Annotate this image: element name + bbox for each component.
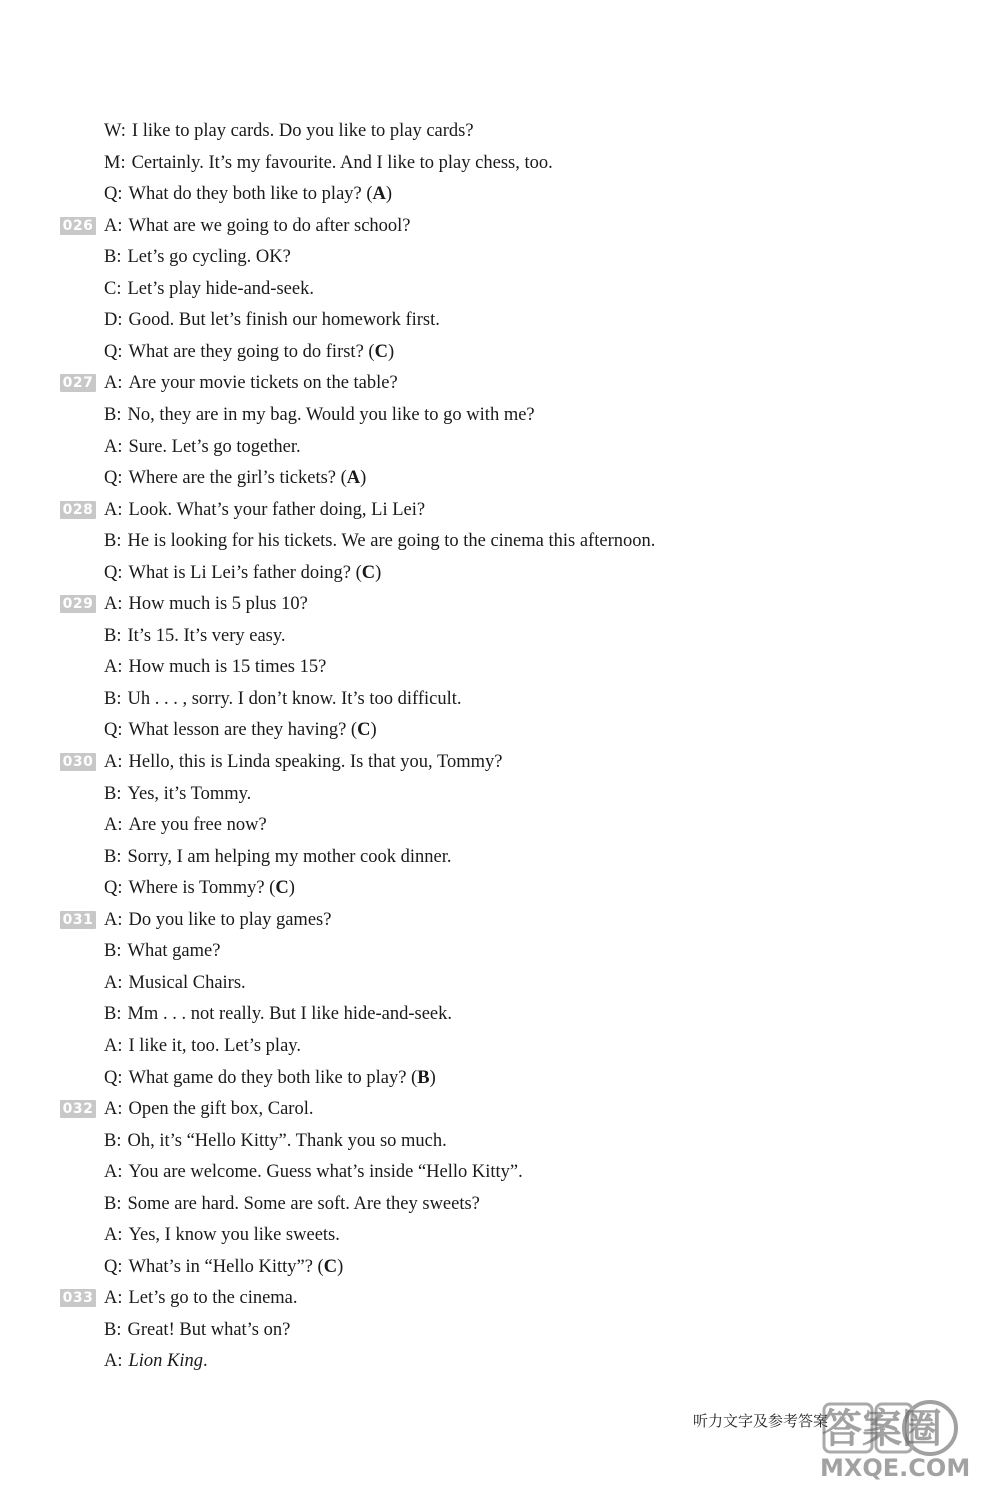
speaker-label: A:	[104, 752, 123, 772]
dialogue-line	[104, 1189, 480, 1219]
line-text: Open the gift box, Carol.	[128, 1099, 314, 1119]
speaker-label: B:	[104, 1131, 122, 1151]
speaker-label: B:	[104, 1004, 122, 1024]
line-text: Mm . . . not really. But I like hide-and-seek.	[127, 1004, 453, 1024]
answer-close-paren: )	[387, 342, 395, 362]
dialogue-line	[104, 274, 314, 304]
speaker-label: B:	[104, 531, 122, 551]
question-number-badge: 033	[60, 1289, 96, 1307]
dialogue-line	[104, 526, 655, 556]
answer-letter: A	[372, 184, 386, 204]
line-text: Certainly. It’s my favourite. And I like to play chess, too.	[131, 153, 553, 173]
line-text: Where are the girl’s tickets? (	[128, 468, 347, 488]
line-text: Yes, it’s Tommy.	[127, 784, 252, 804]
answer-close-paren: )	[385, 184, 393, 204]
speaker-label: A:	[104, 1099, 123, 1119]
line-text: You are welcome. Guess what’s inside “Hello Kitty”.	[128, 1162, 523, 1182]
line-text: Are you free now?	[128, 815, 267, 835]
line-text: What is Li Lei’s father doing? (	[128, 563, 362, 583]
speaker-label: A:	[104, 594, 123, 614]
speaker-label: Q:	[104, 563, 123, 583]
speaker-label: Q:	[104, 1257, 123, 1277]
speaker-label: W:	[104, 121, 126, 141]
speaker-label: A:	[104, 373, 123, 393]
line-tail: .	[203, 1351, 208, 1371]
dialogue-line	[104, 1157, 523, 1187]
question-number-badge: 028	[60, 501, 96, 519]
dialogue-line	[104, 968, 246, 998]
speaker-label: B:	[104, 1194, 122, 1214]
answer-letter: C	[361, 563, 376, 583]
speaker-label: B:	[104, 941, 122, 961]
line-text: Where is Tommy? (	[128, 878, 276, 898]
question-number-badge: 026	[60, 217, 96, 235]
answer-letter: C	[323, 1257, 338, 1277]
dialogue-line	[104, 1126, 447, 1156]
line-text: Uh . . . , sorry. I don’t know. It’s too difficult.	[127, 689, 462, 709]
line-text: Good. But let’s finish our homework first.	[128, 310, 440, 330]
answer-close-paren: )	[370, 720, 377, 740]
line-text: Lion King	[128, 1351, 204, 1371]
question-line	[104, 179, 392, 209]
line-text: Great! But what’s on?	[127, 1320, 291, 1340]
speaker-label: C:	[104, 279, 122, 299]
line-text: What lesson are they having? (	[128, 720, 358, 740]
line-text: Sorry, I am helping my mother cook dinner.	[127, 847, 452, 867]
answer-letter: C	[275, 878, 289, 898]
question-number-badge: 029	[60, 595, 96, 613]
speaker-label: B:	[104, 626, 122, 646]
speaker-label: A:	[104, 1162, 123, 1182]
line-text: Sure. Let’s go together.	[128, 437, 301, 457]
speaker-label: D:	[104, 310, 123, 330]
line-text: I like it, too. Let’s play.	[128, 1036, 301, 1056]
speaker-label: A:	[104, 437, 123, 457]
dialogue-line	[104, 936, 220, 966]
line-text: Let’s go to the cinema.	[128, 1288, 298, 1308]
speaker-label: A:	[104, 1036, 123, 1056]
dialogue-line	[104, 684, 462, 714]
line-text: Look. What’s your father doing, Li Lei?	[128, 500, 426, 520]
line-text: Let’s play hide-and-seek.	[127, 279, 314, 299]
line-text: Musical Chairs.	[128, 973, 246, 993]
line-text: What are they going to do first? (	[128, 342, 375, 362]
footer-label: 听力文字及参考答案	[693, 1412, 829, 1430]
line-text: Do you like to play games?	[128, 910, 332, 930]
answer-letter: A	[346, 468, 361, 488]
speaker-label: M:	[104, 153, 126, 173]
question-number-badge: 031	[60, 911, 96, 929]
answer-close-paren: )	[375, 563, 382, 583]
dialogue-line	[104, 779, 251, 809]
dialogue-line	[104, 1220, 340, 1250]
line-text: It’s 15. It’s very easy.	[127, 626, 286, 646]
dialogue-line	[104, 589, 308, 619]
question-line	[104, 463, 366, 493]
question-number-badge: 027	[60, 374, 96, 392]
question-line	[104, 715, 377, 745]
speaker-label: A:	[104, 1288, 123, 1308]
speaker-label: B:	[104, 247, 122, 267]
dialogue-line	[104, 116, 474, 146]
dialogue-line	[104, 1283, 298, 1313]
speaker-label: Q:	[104, 184, 123, 204]
line-text: He is looking for his tickets. We are going to the cinema this afternoon.	[127, 531, 656, 551]
dialogue-line	[104, 1094, 313, 1124]
line-text: I like to play cards. Do you like to play cards?	[131, 121, 474, 141]
question-line	[104, 1063, 436, 1093]
speaker-label: A:	[104, 910, 123, 930]
line-text: No, they are in my bag. Would you like to go with me?	[127, 405, 535, 425]
dialogue-line	[104, 1031, 301, 1061]
dialogue-line	[104, 305, 440, 335]
answer-close-paren: )	[360, 468, 367, 488]
question-line	[104, 1252, 343, 1282]
dialogue-line	[104, 905, 331, 935]
speaker-label: B:	[104, 784, 122, 804]
dialogue-line	[104, 1315, 290, 1345]
line-text: Let’s go cycling. OK?	[127, 247, 291, 267]
speaker-label: A:	[104, 657, 123, 677]
speaker-label: A:	[104, 216, 123, 236]
dialogue-line	[104, 495, 425, 525]
line-text: Oh, it’s “Hello Kitty”. Thank you so much.	[127, 1131, 447, 1151]
speaker-label: Q:	[104, 1068, 123, 1088]
dialogue-line	[104, 148, 553, 178]
dialogue-line	[104, 242, 291, 272]
line-text: Yes, I know you like sweets.	[128, 1225, 340, 1245]
speaker-label: A:	[104, 1225, 123, 1245]
watermark-url: MXQE.COM	[820, 1454, 971, 1480]
dialogue-line	[104, 432, 301, 462]
dialogue-line	[104, 842, 452, 872]
answer-close-paren: )	[288, 878, 295, 898]
dialogue-line	[104, 999, 452, 1029]
answer-close-paren: )	[337, 1257, 344, 1277]
speaker-label: Q:	[104, 342, 123, 362]
line-text: What are we going to do after school?	[128, 216, 411, 236]
speaker-label: A:	[104, 973, 123, 993]
question-line	[104, 873, 295, 903]
line-text: Hello, this is Linda speaking. Is that you, Tommy?	[128, 752, 503, 772]
speaker-label: A:	[104, 500, 123, 520]
watermark-title: 答案圈	[822, 1406, 942, 1452]
line-text: What game do they both like to play? (	[128, 1068, 418, 1088]
line-text: Are your movie tickets on the table?	[128, 373, 398, 393]
dialogue-line	[104, 1346, 208, 1376]
dialogue-line	[104, 211, 411, 241]
dialogue-line	[104, 747, 502, 777]
answer-letter: C	[357, 720, 371, 740]
speaker-label: A:	[104, 815, 123, 835]
question-line	[104, 558, 381, 588]
question-number-badge: 030	[60, 753, 96, 771]
question-line	[104, 337, 394, 367]
line-text: How much is 15 times 15?	[128, 657, 327, 677]
speaker-label: Q:	[104, 720, 123, 740]
speaker-label: Q:	[104, 468, 123, 488]
speaker-label: B:	[104, 689, 122, 709]
watermark-logo	[818, 1390, 990, 1480]
speaker-label: Q:	[104, 878, 123, 898]
speaker-label: B:	[104, 405, 122, 425]
line-text: How much is 5 plus 10?	[128, 594, 308, 614]
dialogue-line	[104, 810, 267, 840]
answer-close-paren: )	[429, 1068, 436, 1088]
dialogue-line	[104, 652, 326, 682]
line-text: What’s in “Hello Kitty”? (	[128, 1257, 324, 1277]
speaker-label: B:	[104, 847, 122, 867]
line-text: Some are hard. Some are soft. Are they sweets?	[127, 1194, 480, 1214]
line-text: What game?	[127, 941, 221, 961]
speaker-label: A:	[104, 1351, 123, 1371]
answer-letter: C	[374, 342, 388, 362]
question-number-badge: 032	[60, 1100, 96, 1118]
line-text: What do they both like to play? (	[128, 184, 373, 204]
answer-letter: B	[417, 1068, 430, 1088]
speaker-label: B:	[104, 1320, 122, 1340]
dialogue-line	[104, 400, 535, 430]
dialogue-line	[104, 621, 286, 651]
dialogue-line	[104, 368, 398, 398]
